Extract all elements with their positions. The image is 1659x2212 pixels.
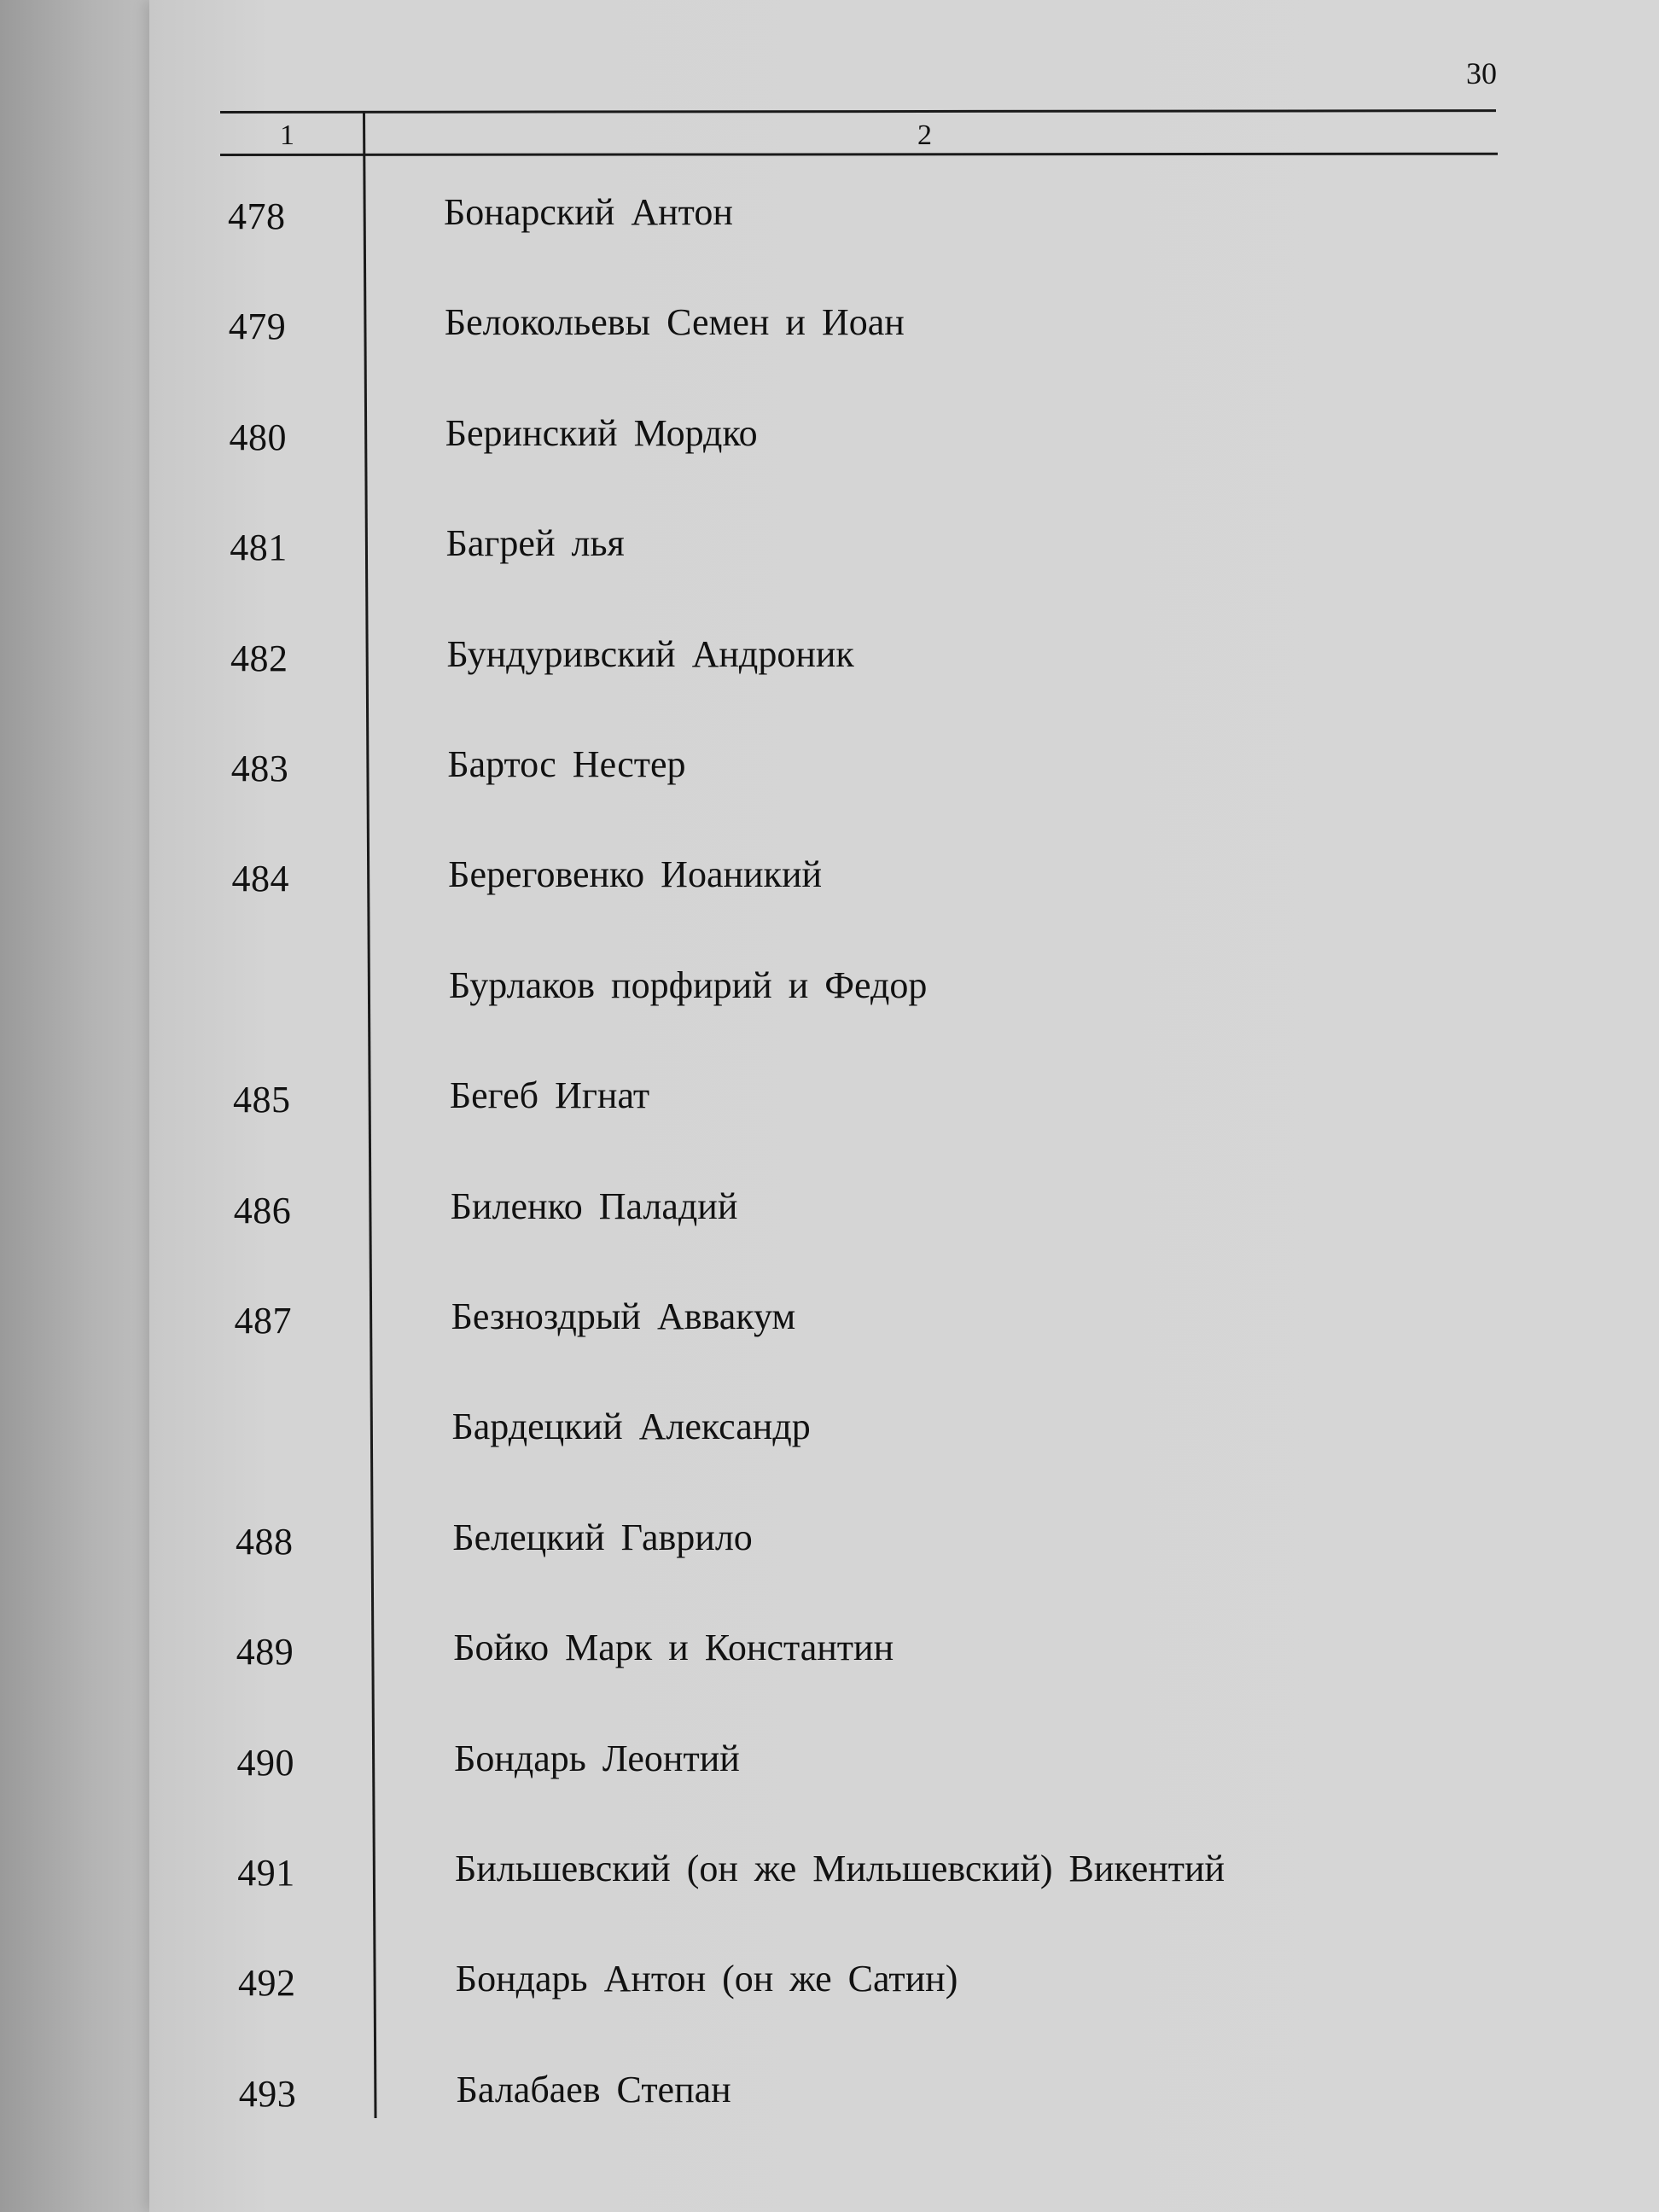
row-name: Балабаев Степан (456, 2068, 731, 2110)
row-number: 493 (238, 2072, 297, 2115)
row-number: 489 (236, 1631, 294, 1674)
row-name: Безноздрый Аввакум (451, 1295, 796, 1337)
row-name: Бондарь Леонтий (454, 1737, 740, 1779)
row-number: 492 (238, 1962, 296, 2005)
row-number: 484 (231, 858, 289, 900)
row-number: 488 (236, 1520, 294, 1563)
row-name: Бонарский Антон (444, 191, 733, 233)
row-number: 485 (233, 1079, 291, 1121)
row-name: Бурлаков порфирий и Федор (449, 963, 928, 1006)
row-number: 479 (228, 306, 287, 348)
row-name: Бундуривский Андроник (446, 632, 854, 675)
column-header-number: 1 (280, 119, 294, 151)
row-name: Бондарь Антон (он же Сатин) (455, 1958, 958, 2000)
row-name: Бардецкий Александр (451, 1406, 811, 1448)
row-number: 480 (229, 416, 287, 458)
row-name: Багрей лья (445, 522, 625, 565)
row-number: 486 (233, 1189, 292, 1231)
row-name: Береговенко Иоаникий (448, 853, 823, 896)
row-name: Белокольевы Семен и Иоан (444, 301, 905, 344)
row-number: 482 (230, 637, 288, 679)
row-number: 490 (236, 1741, 294, 1784)
row-name: Бильшевский (он же Мильшевский) Викентий (454, 1848, 1225, 1889)
row-name: Биленко Паладий (450, 1185, 738, 1227)
row-number: 478 (228, 195, 286, 237)
column-header-name: 2 (917, 119, 932, 151)
row-name: Бойко Марк и Константин (453, 1627, 894, 1669)
row-name: Беринский Мордко (445, 411, 758, 454)
row-number: 491 (237, 1852, 295, 1894)
page-number: 30 (1466, 56, 1497, 90)
binding-margin (0, 0, 171, 2212)
row-name: Белецкий Гаврило (452, 1516, 753, 1558)
row-name: Бартос Нестер (447, 743, 686, 785)
row-number: 483 (230, 748, 289, 789)
row-number: 487 (234, 1300, 292, 1342)
row-number: 481 (230, 527, 288, 569)
row-name: Бегеб Игнат (449, 1074, 650, 1117)
